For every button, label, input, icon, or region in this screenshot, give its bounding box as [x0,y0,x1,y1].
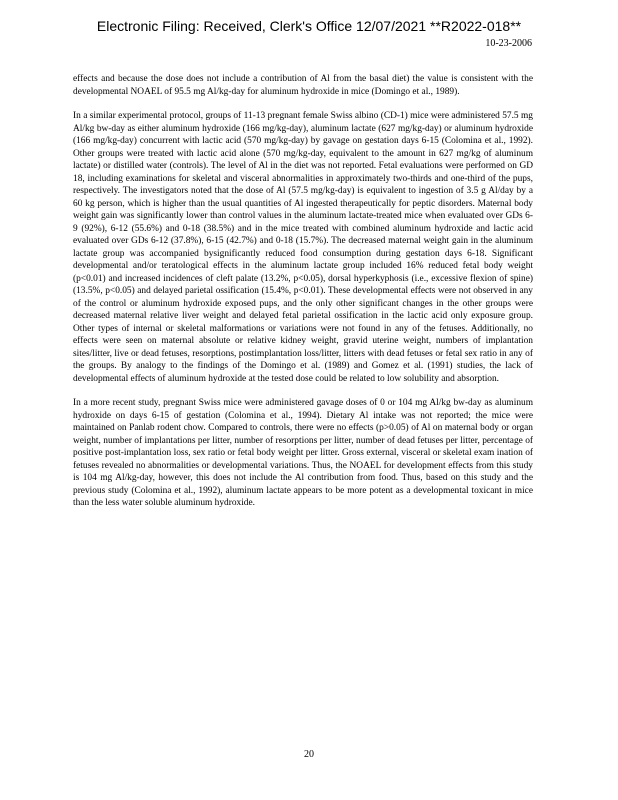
paragraph-2: In a similar experimental protocol, groups of 11-13 pregnant female Swiss albino (CD-1) mice were administered 57.5 mg Al/kg bw-day as either aluminum hydroxide (166 mg/kg-day), aluminum lactate (627 mg/kg-day) or aluminum hydroxide (166 mg/kg-day) concurrent with lactic acid (570 mg/kg-day) by gavage on gestation days 6-15 (Colomina et al., 1992). Other groups were treated with lactic acid alone (570 mg/kg-day, equivalent to the amount in 627 mg/kg of aluminum lactate) or distilled water (controls). The level of Al in the diet was not reported. Fetal evaluations were performed on GD 18, including examinations for skeletal and visceral abnormalities in approximately two-thirds and one-third of the pups, respectively. The investigators noted that the dose of Al (57.5 mg/kg-day) is equivalent to ingestion of 3.5 g Al/day by a 60 kg person, which is higher than the usual quantities of Al ingested therapeutically for peptic disorders. Maternal body weight gain was significantly lower than control values in the aluminum lactate-treated mice when evaluated over GDs 6-9 (92%), 6-12 (55.6%) and 0-18 (38.5%) and in the mice treated with combined aluminum hydroxide and lactic acid evaluated over GDs 6-12 (37.8%), 6-15 (42.7%) and 0-18 (15.7%). The decreased maternal weight gain in the aluminum lactate group was accompanied bysignificantly reduced food consumption during gestation days 6-18. Significant developmental and/or teratological effects in the aluminum lactate group included 16% reduced fetal body weight (p<0.01) and increased incidences of cleft palate (13.2%, p<0.05), dorsal hyperkyphosis (i.e., excessive flexion of spine) (13.5%, p<0.05) and delayed parietal ossification (15.4%, p<0.01). These developmental effects were not observed in any of the control or aluminum hydroxide exposed pups, and the only other significant changes in the other groups were decreased maternal relative liver weight and delayed fetal parietal ossification in the lactic acid only exposure group. Other types of internal or skeletal malformations or variations were not found in any of the fetuses. Additionally, no effects were seen on maternal absolute or relative kidney weight, gravid uterine weight, numbers of implantation sites/litter, live or dead fetuses, resorptions, postimplantation loss/litter, litters with dead fetuses or fetal sex ratio in any of the groups. By analogy to the findings of the Domingo et al. (1989) and Gomez et al. (1991) studies, the lack of developmental effects of aluminum hydroxide at the tested dose could be related to low solubility and absorption. [73,111,533,384]
page-number: 20 [304,749,314,760]
filing-header: Electronic Filing: Received, Clerk's Office 12/07/2021 **R2022-018** [96,18,522,34]
document-date: 10-23-2006 [485,38,532,49]
paragraph-1: effects and because the dose does not include a contribution of Al from the basal diet) the value is consistent with the developmental NOAEL of 95.5 mg Al/kg-day for aluminum hydroxide in mice (Domingo et al., 1989). [73,74,533,97]
paragraph-3: In a more recent study, pregnant Swiss mice were administered gavage doses of 0 or 104 mg Al/kg bw-day as aluminum hydroxide on days 6-15 of gestation (Colomina et al., 1994). Dietary Al intake was not reported; the mice were maintained on Panlab rodent chow. Compared to controls, there were no effects (p>0.05) of Al on maternal body or organ weight, number of implantations per litter, number of resorptions per litter, number of dead fetuses per litter, percentage of positive post-implantation loss, sex ratio or fetal body weight per litter. Gross external, visceral or skeletal exam ination of fetuses revealed no abnormalities or developmental variations. Thus, the NOAEL for development effects from this study is 104 mg Al/kg-day, however, this does not include the Al contribution from food. Thus, based on this study and the previous study (Colomina et al., 1992), aluminum lactate appears to be more potent as a developmental toxicant in mice than the less water soluble aluminum hydroxide. [73,398,533,508]
document-body [73,73,533,522]
